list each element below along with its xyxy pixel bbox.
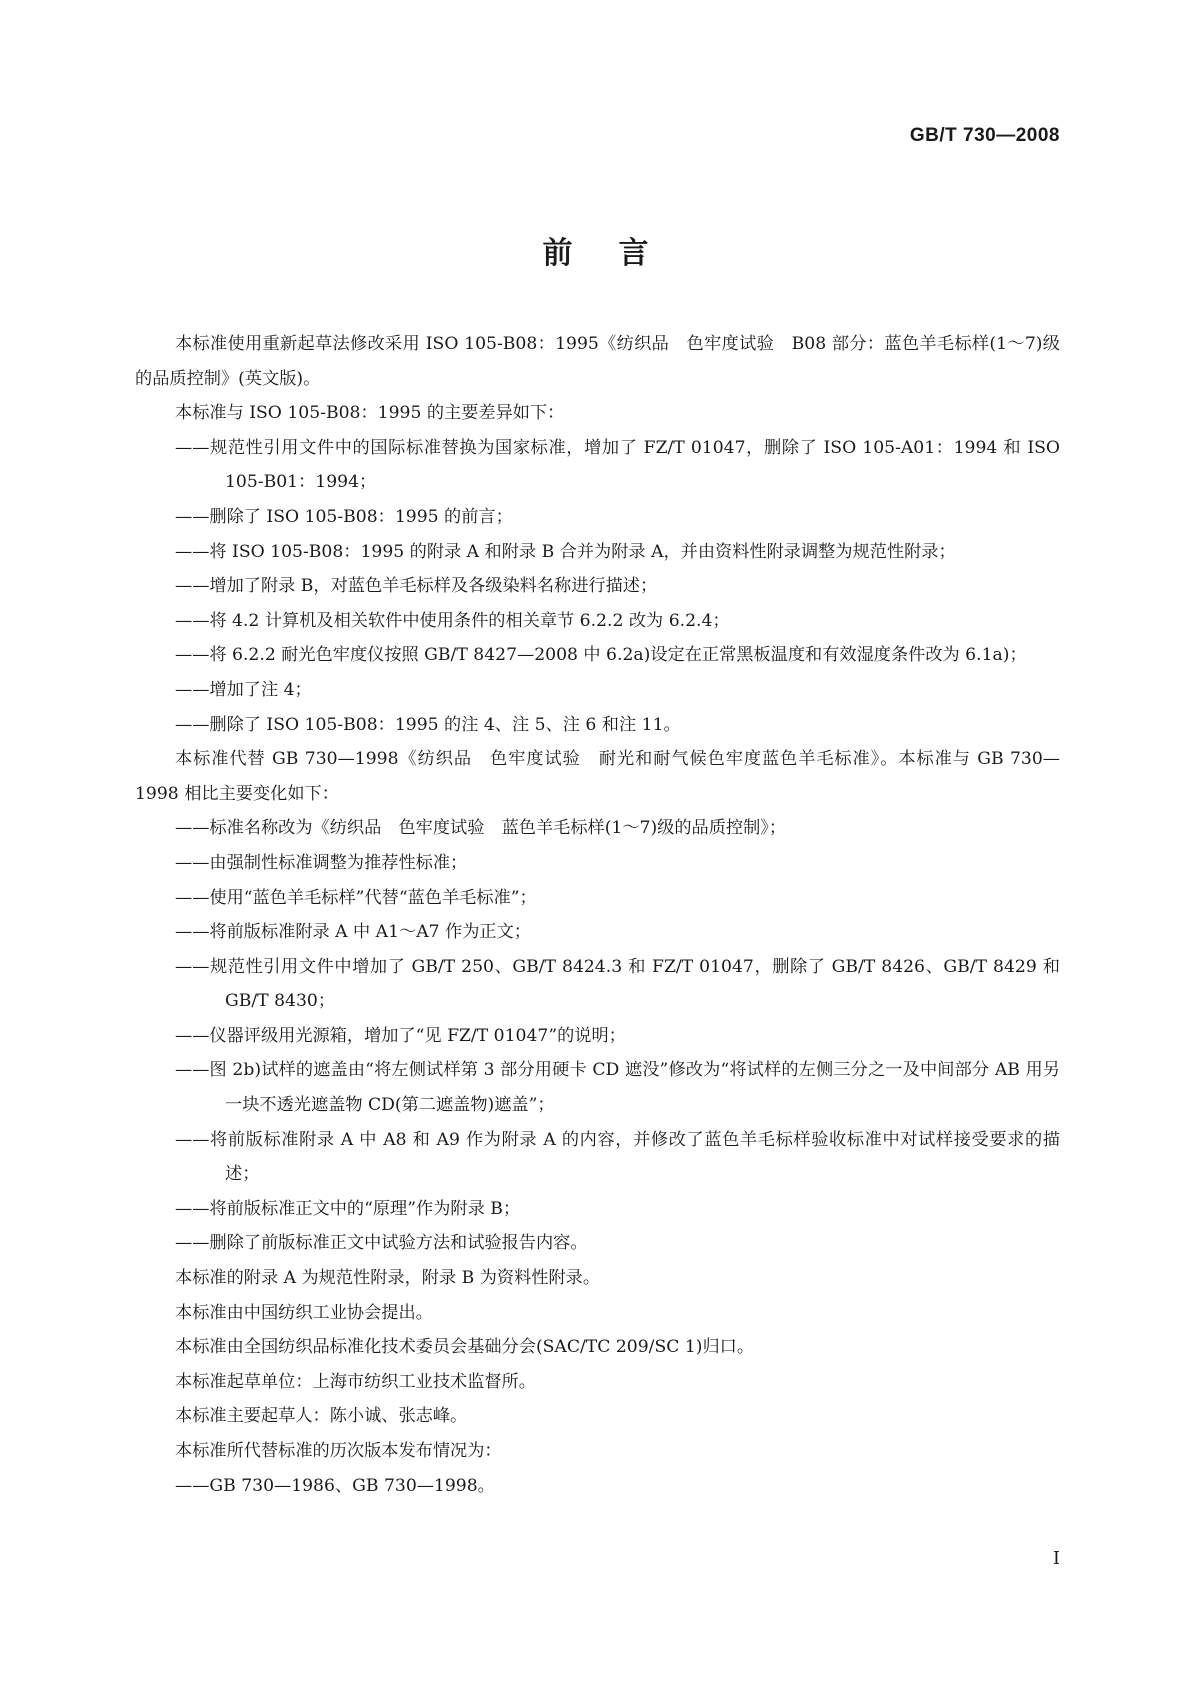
paragraph-annex: 本标准的附录 A 为规范性附录，附录 B 为资料性附录。 bbox=[175, 1268, 601, 1289]
list-item: ——将前版标准附录 A 中 A8 和 A9 作为附录 A 的内容，并修改了蓝色羊毛标样验收标准中对试样接受要求的描述； bbox=[175, 1129, 1060, 1185]
list-item: ——删除了 ISO 105-B08：1995 的前言； bbox=[175, 506, 513, 527]
paragraph-drafters: 本标准主要起草人：陈小诚、张志峰。 bbox=[175, 1406, 468, 1427]
foreword-body bbox=[135, 327, 1060, 1503]
list-item: ——仪器评级用光源箱，增加了“见 FZ/T 01047”的说明； bbox=[175, 1025, 626, 1046]
paragraph-proposer: 本标准由中国纺织工业协会提出。 bbox=[175, 1302, 433, 1323]
standard-code: GB/T 730—2008 bbox=[909, 125, 1060, 146]
paragraph-drafting-unit: 本标准起草单位：上海市纺织工业技术监督所。 bbox=[175, 1371, 536, 1392]
list-item: ——GB 730—1986、GB 730—1998。 bbox=[175, 1475, 495, 1496]
list-item: ——增加了注 4； bbox=[175, 679, 312, 700]
list-item: ——将前版标准正文中的“原理”作为附录 B； bbox=[175, 1198, 521, 1219]
page-title: 前言 bbox=[542, 236, 695, 271]
paragraph-replacement: 本标准代替 GB 730—1998《纺织品 色牢度试验 耐光和耐气候色牢度蓝色羊毛标准》。本标准与 GB 730—1998 相比主要变化如下： bbox=[135, 749, 1060, 804]
paragraph-differences-intro: 本标准与 ISO 105-B08：1995 的主要差异如下： bbox=[175, 403, 565, 424]
list-item: ——由强制性标准调整为推荐性标准； bbox=[175, 852, 468, 873]
page-number: I bbox=[1052, 1548, 1060, 1569]
list-item: ——将前版标准附录 A 中 A1～A7 作为正文； bbox=[175, 922, 531, 943]
list-item: ——将 6.2.2 耐光色牢度仪按照 GB/T 8427—2008 中 6.2a)设定在正常黑板温度和有效湿度条件改为 6.1a)； bbox=[175, 645, 1027, 666]
list-item: ——将 4.2 计算机及相关软件中使用条件的相关章节 6.2.2 改为 6.2.4； bbox=[175, 610, 730, 631]
list-item: ——将 ISO 105-B08：1995 的附录 A 和附录 B 合并为附录 A，并由资料性附录调整为规范性附录； bbox=[175, 541, 956, 562]
list-item: ——删除了 ISO 105-B08：1995 的注 4、注 5、注 6 和注 11。 bbox=[175, 714, 681, 735]
paragraph-history-intro: 本标准所代替标准的历次版本发布情况为： bbox=[175, 1441, 502, 1461]
list-item: ——删除了前版标准正文中试验方法和试验报告内容。 bbox=[175, 1233, 588, 1254]
list-item: ——使用“蓝色羊毛标样”代替“蓝色羊毛标准”； bbox=[175, 887, 537, 908]
list-item: ——图 2b)试样的遮盖由“将左侧试样第 3 部分用硬卡 CD 遮没”修改为“将试样的左侧三分之一及中间部分 AB 用另一块不透光遮盖物 CD(第二遮盖物)遮盖”； bbox=[175, 1060, 1060, 1116]
list-item: ——增加了附录 B，对蓝色羊毛标样及各级染料名称进行描述； bbox=[175, 576, 658, 597]
list-item: ——规范性引用文件中的国际标准替换为国家标准，增加了 FZ/T 01047，删除了 ISO 105-A01：1994 和 ISO 105-B01：1994； bbox=[175, 437, 1060, 493]
paragraph-adoption: 本标准使用重新起草法修改采用 ISO 105-B08：1995《纺织品 色牢度试验 B08 部分：蓝色羊毛标样(1～7)级的品质控制》(英文版)。 bbox=[135, 334, 1060, 389]
paragraph-committee: 本标准由全国纺织品标准化技术委员会基础分会(SAC/TC 209/SC 1)归口。 bbox=[175, 1337, 755, 1358]
list-item: ——规范性引用文件中增加了 GB/T 250、GB/T 8424.3 和 FZ/T 01047，删除了 GB/T 8426、GB/T 8429 和 GB/T 8430； bbox=[175, 956, 1060, 1012]
list-item: ——标准名称改为《纺织品 色牢度试验 蓝色羊毛标样(1～7)级的品质控制》； bbox=[175, 818, 787, 839]
